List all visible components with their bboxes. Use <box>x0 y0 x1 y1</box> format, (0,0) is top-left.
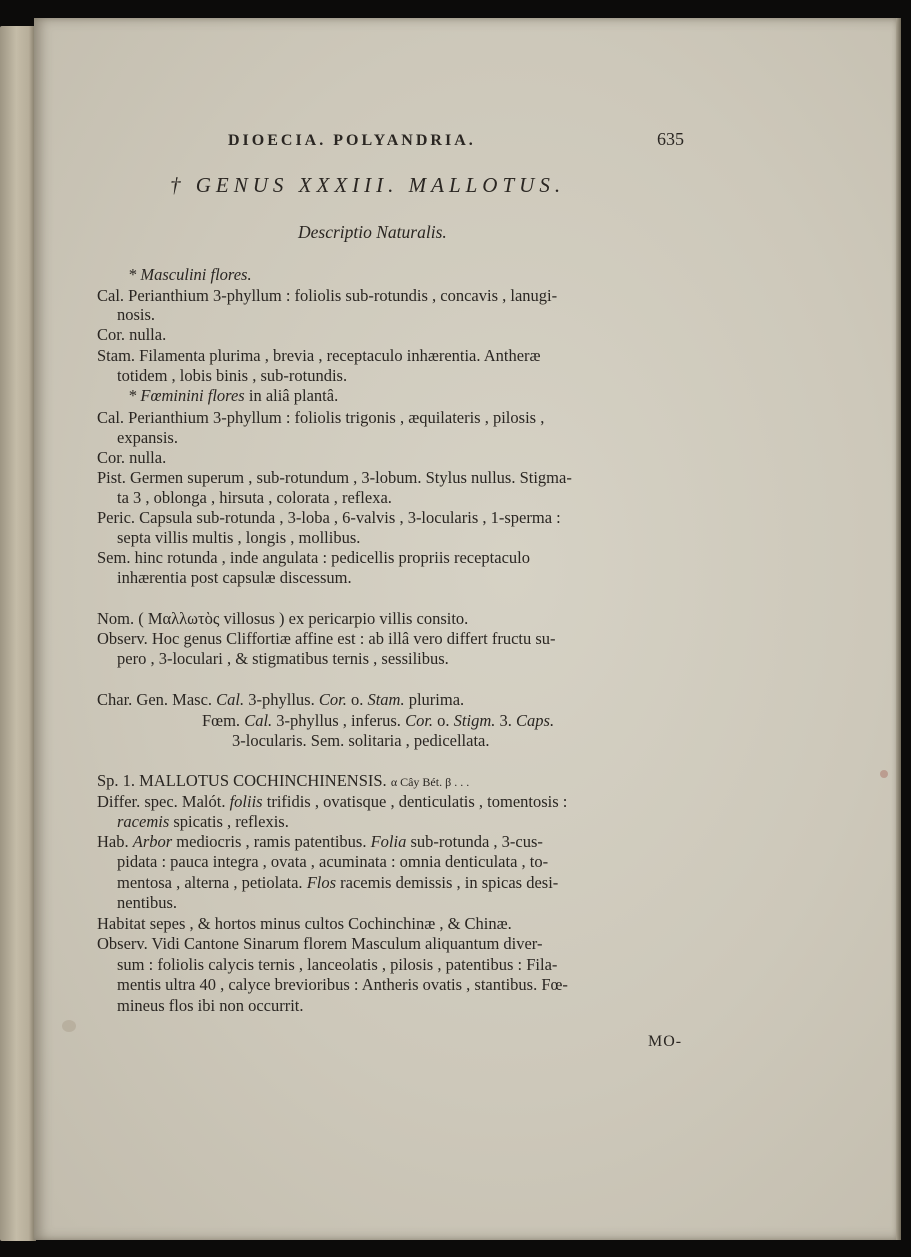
paper-stain <box>880 770 888 778</box>
masculini-heading: * Masculini flores. <box>128 265 252 284</box>
observation-line: Observ. Hoc genus Cliffortiæ affine est : ab illâ vero differt fructu su- <box>97 629 556 648</box>
italic-term: Flos <box>306 873 337 892</box>
char-gen-fem-line: 3-locularis. Sem. solitaria , pedicellata. <box>232 731 490 750</box>
char-italic: Cor. <box>405 711 434 730</box>
habitus-line <box>97 832 543 852</box>
species-observation-line: mentis ultra 40 , calyce brevioribus : Antheris ovatis , stantibus. Fœ- <box>117 975 568 994</box>
nomen-line: Nom. ( Μαλλωτὸς villosus ) ex pericarpio villis consito. <box>97 609 469 628</box>
species-name: Sp. 1. MALLOTUS COCHINCHINENSIS. <box>97 771 387 790</box>
char-text: 3-phyllus. <box>248 690 315 709</box>
char-italic: Cal. <box>244 711 273 730</box>
foeminini-heading-italic: * Fœminini flores <box>128 386 245 405</box>
char-italic: Caps. <box>516 711 555 730</box>
fem-corolla-line: Cor. nulla. <box>97 448 167 467</box>
fem-pistil-line: Pist. Germen superum , sub-rotundum , 3-lobum. Stylus nullus. Stigma- <box>97 468 572 487</box>
fem-pericarp-line: septa villis multis , longis , mollibus. <box>117 528 361 547</box>
text: racemis demissis , in spicas desi- <box>340 873 559 892</box>
paper-stain <box>62 1020 76 1032</box>
observation-line: pero , 3-loculari , & stigmatibus ternis , sessilibus. <box>117 649 449 668</box>
fem-seed-line: Sem. hinc rotunda , inde angulata : pedicellis propriis receptaculo <box>97 548 530 567</box>
text: spicatis , reflexis. <box>173 812 289 831</box>
masc-calyx-line: Cal. Perianthium 3-phyllum : foliolis sub-rotundis , concavis , lanugi- <box>97 286 558 305</box>
masc-stamen-line: Stam. Filamenta plurima , brevia , receptaculo inhærentia. Antheræ <box>97 346 541 365</box>
char-italic: Cal. <box>216 690 245 709</box>
char-italic: Stigm. <box>453 711 496 730</box>
fem-pericarp-line: Peric. Capsula sub-rotunda , 3-loba , 6-valvis , 3-locularis , 1-sperma : <box>97 508 561 527</box>
foeminini-heading <box>128 386 338 406</box>
italic-term: Arbor <box>132 832 173 851</box>
char-text: plurima. <box>408 690 465 709</box>
fem-pistil-line: ta 3 , oblonga , hirsuta , colorata , reflexa. <box>117 488 392 507</box>
habitus-line: nentibus. <box>117 893 178 912</box>
text: trifidis , ovatisque , denticulatis , tomentosis : <box>266 792 568 811</box>
page-number: 635 <box>657 129 684 149</box>
masc-calyx-line: nosis. <box>117 305 156 324</box>
fem-calyx-line: Cal. Perianthium 3-phyllum : foliolis trigonis , æquilateris , pilosis , <box>97 408 545 427</box>
habitus-line: pidata : pauca integra , ovata , acuminata : omnia denticulata , to- <box>117 852 549 871</box>
foeminini-heading-text: in aliâ plantâ. <box>248 386 339 405</box>
char-text: Fœm. <box>202 711 241 730</box>
facing-page-edge <box>0 26 36 1241</box>
species-observation-line: Observ. Vidi Cantone Sinarum florem Masculum aliquantum diver- <box>97 934 543 953</box>
text: mediocris , ramis patentibus. <box>176 832 367 851</box>
char-italic: Cor. <box>318 690 347 709</box>
text: Differ. spec. Malót. <box>97 792 226 811</box>
text: sub-rotunda , 3-cus- <box>410 832 543 851</box>
char-text: 3-phyllus , inferus. <box>276 711 401 730</box>
fem-calyx-line: expansis. <box>117 428 178 447</box>
italic-term: foliis <box>229 792 263 811</box>
habitus-line <box>117 873 558 893</box>
italic-term: Folia <box>370 832 407 851</box>
habitat-line: Habitat sepes , & hortos minus cultos Cochinchinæ , & Chinæ. <box>97 914 512 933</box>
description-heading: Descriptio Naturalis. <box>298 222 447 242</box>
fem-seed-line: inhærentia post capsulæ discessum. <box>117 568 352 587</box>
catchword: MO- <box>648 1033 683 1050</box>
species-heading <box>97 771 469 792</box>
text: mentosa , alterna , petiolata. <box>117 873 303 892</box>
genus-title: † GENUS XXXIII. MALLOTUS. <box>170 173 566 197</box>
species-observation-line: sum : foliolis calycis ternis , lanceolatis , pilosis , patentibus : Fila- <box>117 955 558 974</box>
species-observation-line: mineus flos ibi non occurrit. <box>117 996 304 1015</box>
masc-corolla-line: Cor. nulla. <box>97 325 167 344</box>
species-differentia-line <box>97 792 567 812</box>
char-text: o. <box>350 690 364 709</box>
masc-stamen-line: totidem , lobis binis , sub-rotundis. <box>117 366 348 385</box>
char-text: 3. <box>499 711 512 730</box>
italic-term: racemis <box>117 812 170 831</box>
char-text: o. <box>437 711 450 730</box>
text: Hab. <box>97 832 129 851</box>
species-differentia-line <box>117 812 289 832</box>
char-gen-fem-line <box>202 711 554 731</box>
char-italic: Stam. <box>367 690 405 709</box>
page-edge-shadow <box>896 18 901 1240</box>
vernacular-names: α Cây Bét. β . . . <box>390 775 470 789</box>
char-text: Char. Gen. Masc. <box>97 690 213 709</box>
running-head: DIOECIA. POLYANDRIA. <box>228 132 476 149</box>
char-gen-masc-line <box>97 690 464 710</box>
